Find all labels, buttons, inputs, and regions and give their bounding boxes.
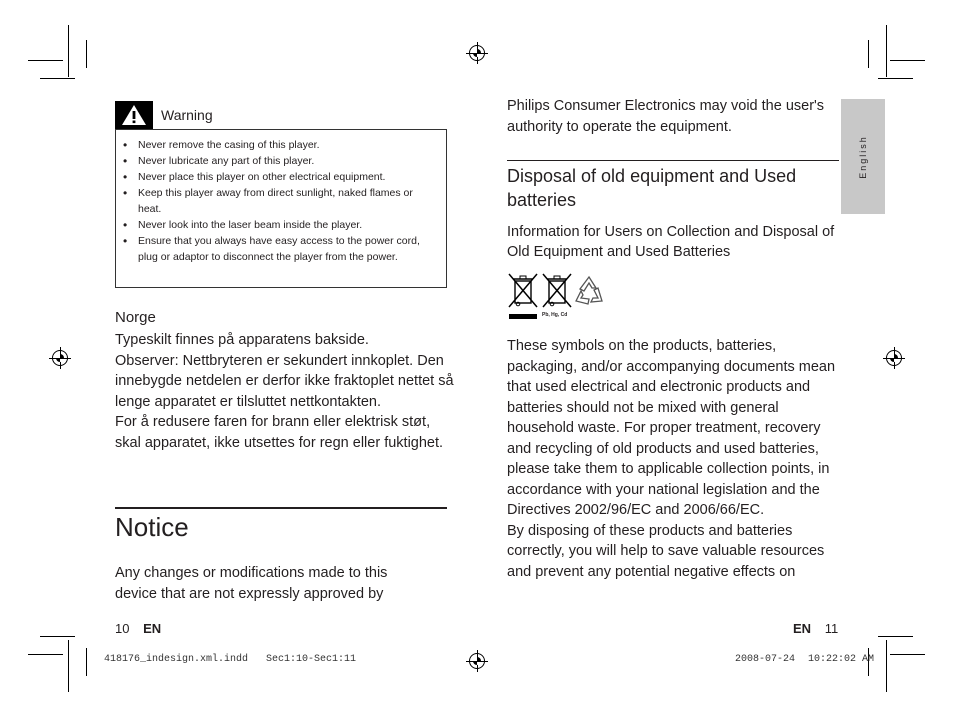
warning-item: • Never remove the casing of this player. [138,137,436,153]
weee-bar [509,314,537,319]
warning-item: • Never lubricate any part of this player. [138,153,436,169]
crop-mark [28,60,63,61]
footer-right [793,621,838,636]
recycle-icon [571,274,607,308]
language-tab [841,99,885,214]
crop-mark [86,40,87,68]
battery-caption: Pb, Hg, Cd [542,312,568,318]
warning-item: • Ensure that you always have easy access to the power cord, plug or adaptor to disconnect the player from the power. [138,233,436,265]
notice-title: Notice [115,512,189,542]
language-tab-label: English [858,134,868,179]
crop-mark [68,640,69,692]
warning-item: • Never look into the laser beam inside the player. [138,217,436,233]
notice-body: Any changes or modifications made to this device that are not expressly approved by [115,565,388,602]
page-number: 10 [115,621,130,636]
page-number: 11 [824,621,839,636]
disposal-symbols [507,272,607,322]
warning-item: • Never place this player on other electrical equipment. [138,169,436,185]
warning-list [116,130,446,265]
language-code: EN [143,621,162,636]
slug-time: 10:22:02 AM [808,654,875,665]
registration-mark-icon [469,45,485,61]
crop-mark [886,25,887,77]
warning-box [115,129,447,288]
crop-mark [868,40,869,68]
slug-date: 2008-07-24 [735,654,796,665]
crossed-battery-bin-icon [541,272,573,310]
registration-mark-icon [52,350,68,366]
warning-label: Warning [161,107,213,123]
registration-mark-icon [469,653,485,669]
crossed-bin-icon [507,272,539,310]
disposal-body: These symbols on the products, batteries, packaging, and/or accompanying documents mean that used electrical and electronic products and batteries should not be mixed with general household waste. For proper treatment, recovery and recycling of old products and used batteries, please take them to applicable collection points, in accordance with your national legislation and the Directives 2002/96/EC and 2006/66/EC. By disposing of these products and batteries correctly, you will help to save valuable resources and prevent any potential negative effects on [507,338,836,580]
slug-file: 418176_indesign.xml.indd Sec1:10-Sec1:11 [104,654,357,665]
crop-mark [890,654,925,655]
crop-mark [86,648,87,676]
crop-mark [878,78,913,79]
crop-mark [878,636,913,637]
warning-triangle-icon [115,101,153,129]
crop-mark [886,640,887,692]
disposal-heading: Disposal of old equipment and Used batteries [507,166,797,210]
notice-rule [115,507,447,509]
crop-mark [40,636,75,637]
warning-header [115,101,213,129]
disposal-subheading: Information for Users on Collection and Disposal of Old Equipment and Used Batteries [507,224,835,260]
norge-body: Typeskilt finnes på apparatens bakside. Observer: Nettbryteren er sekundert innkoplet. Den innebygde netdelen er derfor ikke fraktoplet nettet så lenge apparatet er tilsluttet nettkontakten. For å redusere faren for brann eller elektrisk støt, skal apparatet, ikke utsettes for regn eller fuktighet. [115,332,454,451]
crop-mark [40,78,75,79]
footer-left [115,621,161,636]
warning-item: • Keep this player away from direct sunlight, naked flames or heat. [138,185,436,217]
language-code: EN [793,621,812,636]
continuation-text: Philips Consumer Electronics may void the user's authority to operate the equipment. [507,98,825,135]
registration-mark-icon [886,350,902,366]
section-rule [507,160,839,161]
crop-mark [28,654,63,655]
crop-mark [68,25,69,77]
crop-mark [890,60,925,61]
norge-heading: Norge [115,309,156,326]
